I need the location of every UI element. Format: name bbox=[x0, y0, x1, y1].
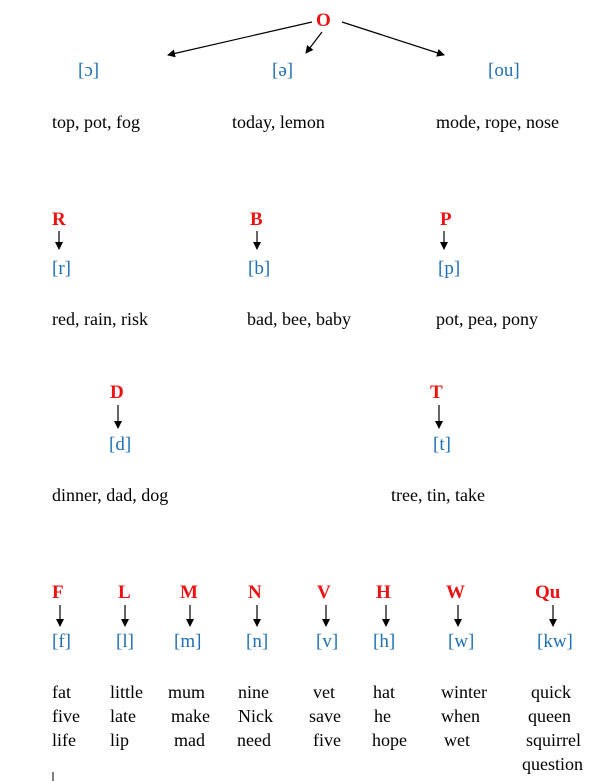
word-qu-3: squirrel bbox=[526, 730, 581, 750]
ipa-v: [v] bbox=[316, 631, 339, 652]
word-f-1: fat bbox=[52, 682, 71, 702]
word-l-3: lip bbox=[110, 730, 130, 750]
arrow-o-to-schwa bbox=[306, 32, 322, 53]
examples-b: bad, bee, baby bbox=[247, 309, 351, 329]
word-m-2: make bbox=[171, 706, 210, 726]
arrow-o-to-ou bbox=[342, 22, 444, 55]
letter-qu: Qu bbox=[535, 582, 561, 603]
word-n-3: need bbox=[237, 730, 271, 750]
examples-r: red, rain, risk bbox=[52, 309, 148, 329]
examples-d: dinner, dad, dog bbox=[52, 485, 169, 505]
ipa-h: [h] bbox=[373, 631, 396, 652]
letter-l: L bbox=[118, 582, 131, 603]
letter-b: B bbox=[250, 209, 263, 230]
letter-n: N bbox=[248, 582, 262, 603]
word-m-1: mum bbox=[168, 682, 206, 702]
letter-f: F bbox=[52, 582, 64, 603]
word-h-2: he bbox=[374, 706, 391, 726]
letter-d: D bbox=[110, 382, 124, 403]
examples-p: pot, pea, pony bbox=[436, 309, 538, 329]
examples-schwa: today, lemon bbox=[232, 112, 325, 132]
word-l-1: little bbox=[110, 682, 143, 702]
word-w-3: wet bbox=[444, 730, 470, 750]
letter-v: V bbox=[317, 582, 331, 603]
ipa-w: [w] bbox=[448, 631, 475, 652]
word-qu-1: quick bbox=[531, 682, 571, 702]
ipa-open-o: [ɔ] bbox=[78, 60, 100, 81]
word-h-1: hat bbox=[373, 682, 395, 702]
word-qu-2: queen bbox=[528, 706, 571, 726]
ipa-m: [m] bbox=[174, 631, 202, 652]
arrow-o-to-open-o bbox=[168, 22, 312, 55]
ipa-d: [d] bbox=[109, 434, 132, 455]
letter-p: P bbox=[440, 209, 452, 230]
ipa-b: [b] bbox=[248, 258, 271, 279]
word-f-3: life bbox=[52, 730, 76, 750]
word-n-2: Nick bbox=[238, 706, 273, 726]
word-m-3: mad bbox=[174, 730, 205, 750]
word-qu-4: question bbox=[522, 754, 583, 774]
ipa-t: [t] bbox=[433, 434, 451, 455]
examples-open-o: top, pot, fog bbox=[52, 112, 140, 132]
ipa-r: [r] bbox=[52, 258, 71, 279]
word-f-2: five bbox=[52, 706, 80, 726]
word-w-1: winter bbox=[441, 682, 487, 702]
letter-m: M bbox=[180, 582, 198, 603]
word-l-2: late bbox=[110, 706, 136, 726]
ipa-l: [l] bbox=[116, 631, 134, 652]
examples-ou: mode, rope, nose bbox=[436, 112, 559, 132]
letter-t: T bbox=[430, 382, 443, 403]
word-n-1: nine bbox=[238, 682, 269, 702]
letter-h: H bbox=[376, 582, 391, 603]
word-w-2: when bbox=[441, 706, 480, 726]
word-v-3: five bbox=[313, 730, 341, 750]
ipa-p: [p] bbox=[438, 258, 461, 279]
word-v-2: save bbox=[309, 706, 341, 726]
letter-o: O bbox=[316, 10, 331, 31]
word-v-1: vet bbox=[313, 682, 335, 702]
examples-t: tree, tin, take bbox=[391, 485, 485, 505]
ipa-schwa: [ə] bbox=[272, 60, 294, 81]
ipa-f: [f] bbox=[52, 631, 71, 652]
ipa-n: [n] bbox=[246, 631, 269, 652]
letter-r: R bbox=[52, 209, 66, 230]
word-h-3: hope bbox=[372, 730, 407, 750]
letter-w: W bbox=[446, 582, 465, 603]
ipa-kw: [kw] bbox=[537, 631, 573, 652]
ipa-ou: [ou] bbox=[488, 60, 520, 81]
